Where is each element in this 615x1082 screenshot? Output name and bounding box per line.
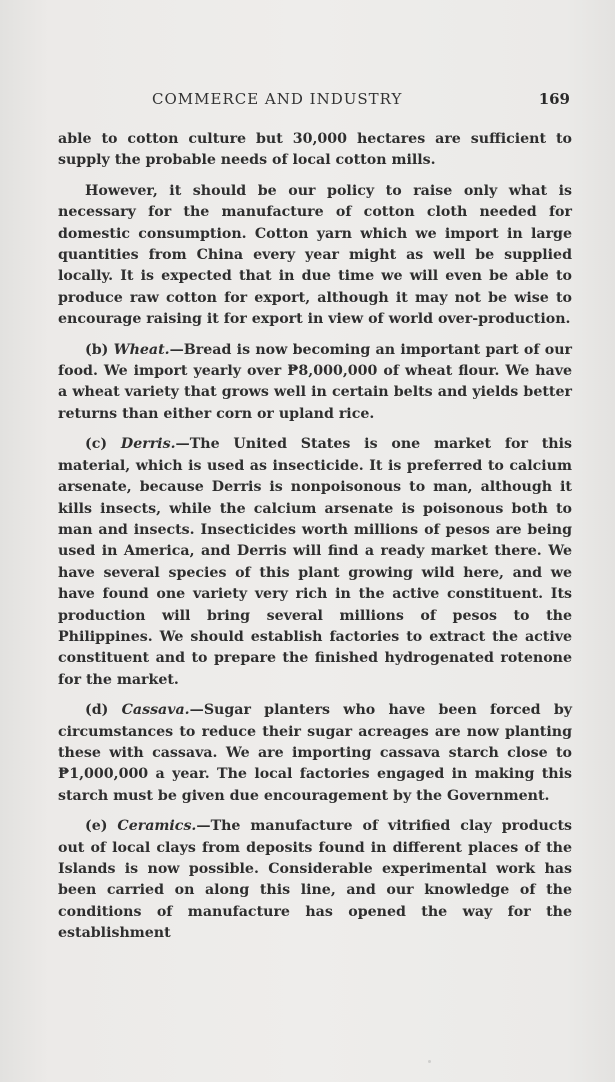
paragraph-cassava	[58, 700, 572, 807]
paragraph-continuation	[58, 129, 572, 172]
paragraph-text: —Sugar planters who have been forced by circumstances to reduce their sugar acreages are now planting these with cassava. We are importing cassava starch close to ₱1,000,000 a year. The local factories engaged in making this starch must be given due encouragement by the Government.	[58, 702, 572, 804]
paragraph-text: able to cotton culture but 30,000 hectares are sufficient to supply the probable needs of local cotton mills.	[58, 131, 572, 169]
page-header	[58, 90, 570, 114]
item-label: (e)	[85, 818, 108, 835]
paragraph-ceramics	[58, 816, 572, 944]
item-label: (c)	[85, 436, 108, 453]
paragraph-text: —The manufacture of vitrified clay products out of local clays from deposits found in different places of the Islands is now possible. Considerable experimental work has been carried on along this line, and our knowledge of the conditions of manufacture has opened the way for the establishment	[58, 818, 572, 942]
body-text	[58, 129, 572, 954]
paragraph-cotton-policy	[58, 181, 572, 331]
paragraph-derris	[58, 434, 572, 691]
paragraph-text: —The United States is one market for this material, which is used as insecticide. It is preferred to calcium arsenate, because Derris is nonpoisonous to man, although it kills insects, while the calcium arsenate is poisonous both to man and insects. Insecticides worth millions of pesos are being used in America, and Derris will find a ready market there. We have several species of this plant growing wild here, and we have found one variety very rich in the active constituent. Its production will bring several millions of pesos to the Philippines. We should establish factories to extract the active constituent and to prepare the finished hydrogenated rotenone for the market.	[58, 436, 572, 688]
item-topic: Cassava.	[121, 702, 190, 719]
item-label: (b)	[85, 341, 109, 358]
page-number: 169	[538, 90, 570, 108]
paragraph-text: However, it should be our policy to raise only what is necessary for the manufacture of cotton cloth needed for domestic consumption. Cotton yarn which we import in large quantities from China every year might as well be supplied locally. It is expected that in due time we will even be able to produce raw cotton for export, although it may not be wise to encourage raising it for export in view of world over-production.	[58, 182, 572, 328]
item-topic: Ceramics.	[117, 818, 197, 835]
paper-speck	[428, 1060, 431, 1063]
running-head: COMMERCE AND INDUSTRY	[152, 90, 403, 108]
item-label: (d)	[85, 702, 109, 719]
item-topic: Wheat.	[113, 341, 170, 358]
paragraph-text: —Bread is now becoming an important part of our food. We import yearly over ₱8,000,000 of wheat flour. We have a wheat variety that grows well in certain belts and yields better returns than either corn or upland rice.	[58, 341, 572, 422]
paragraph-wheat	[58, 340, 572, 426]
item-topic: Derris.	[120, 436, 176, 453]
